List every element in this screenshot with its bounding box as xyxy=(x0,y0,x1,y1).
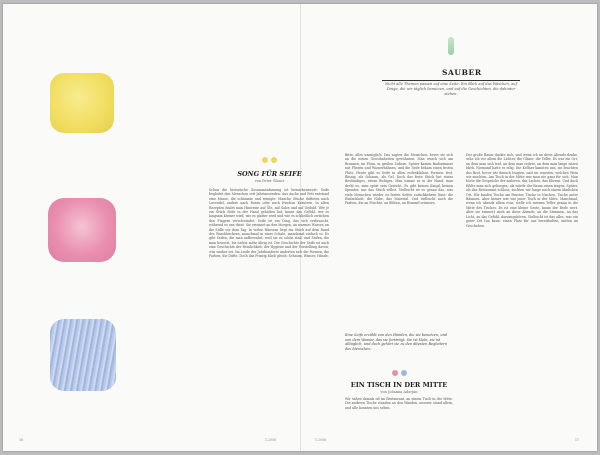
article-title: EIN TISCH IN DER MITTE xyxy=(350,381,448,389)
page-number-left: 16 xyxy=(19,438,24,442)
article-body-column: Der große Raum duckte sich, und wenn ich an diese Abende denke, sehe ich vor allem die Lichter, die Gläser, die Teller. Es war ein Ort, an dem man sich traf, an dem man redete, an dem man lange sitzen blieb. Niemand hatte es eilig. Die Kellner kannten uns, sie brachten das Brot, bevor wir danach fragten, und sie wussten, welchen Wein wir mochten. Am Tisch in der Mitte war man nie ganz für sich. Man hörte die Gespräche der anderen, das Lachen, das Klirren. Und doch fühlte man sich geborgen, als würde der Raum einen tragen. Später, als das Restaurant schloss, suchten wir lange nach einem ähnlichen Ort. Wir fanden Tische am Fenster, Tische in Nischen, Tische unter Bäumen. Aber keiner war wie jener Tisch in der Mitte. Manchmal, wenn ich abends allein esse, stelle ich meinen Teller genau in die Mitte des Tisches. Es ist eine kleine Geste, kaum der Rede wert. Aber sie erinnert mich an diese Abende, an die Stimmen, an das Licht, an das Gefühl, dazuzugehören. Vielleicht ist das alles, was ein guter Ort tun kann: einen Platz für uns bereithalten, mitten im Geschehen. xyxy=(466,153,578,228)
article-body-column: Schon die historische Zusammenfassung ist bemerkenswert: Seife begleitet den Menschen seit Jahrtausenden. Aus Asche und Fett entstand eine Masse, die schäumte und reinigte. Manche Stücke dufteten nach Lavendel, andere nach Rosen oder nach frischen Kräutern. In alten Rezepten findet man Hinweise auf Öle, auf Salze und auf Geduld. Wer je ein Stück Seife in der Hand gehalten hat, kennt das Gefühl, wie es langsam kleiner wird, wie es glatter wird und wie es schließlich zwischen den Fingern verschwindet. Seife ist ein Ding, das sich verbraucht, während es uns dient. Sie erinnert an den Morgen, an warmes Wasser, an die Stille vor dem Tag. In vielen Häusern liegt ein Stück auf dem Rand des Waschbeckens, manchmal in einer Schale, manchmal einfach so. Es gibt Seifen, die man aufbewahrt, weil sie zu schön sind, und Seifen, die man benutzt, bis nichts mehr übrig ist. Die Geschichte der Seife ist auch eine Geschichte der Reinlichkeit, der Hygiene und der Vorstellung davon, was sauber sei. Im Laufe der Jahrhunderte änderten sich die Formen, die Farben, die Düfte. Doch das Prinzip blieb gleich: Schaum, Wasser, Hände. xyxy=(209,188,329,259)
section-intro: Nicht alle Themen passen auf eine Seite. Ein Blick auf das Waschen, auf Dinge, die wir täglich benutzen, und auf die Geschichten, die dahinter stehen. xyxy=(385,82,517,96)
blue-dot-icon xyxy=(401,370,407,376)
pink-soap-illustration xyxy=(48,198,116,262)
section-heading: SAUBER xyxy=(442,68,482,77)
magazine-spread xyxy=(3,4,597,451)
pull-quote: Eine Seife erzählt von den Händen, die sie benutzen, und von dem Wasser, das sie fortträgt. Sie ist klein, sie ist alltäglich, und doch gehört sie zu den ältesten Begleitern des Menschen. xyxy=(345,333,448,351)
issue-date-right: 1.2008 xyxy=(315,438,327,442)
article-body-column: Wir saßen damals oft im Restaurant, an einem Tisch in der Mitte. Die anderen Tische standen an den Wänden, unserer stand allein, und alle konnten uns sehen. xyxy=(345,397,453,410)
article-body-column: Bitte, alles unmöglich. Das sagten die Menschen, bevor sie sich an die neuen Gewohnheiten gewöhnten. Man wusch sich am Brunnen, im Fluss, in großen Zubern. Später kamen Badezimmer mit Fliesen und Wasserhähnen, und die Seife bekam einen festen Platz. Heute gibt es Seife in allen erdenklichen Formen: fest, flüssig, als Schaum, als Gel. Doch das feste Stück hat etwas Beständiges, etwas Ruhiges. Man nimmt es in die Hand, man dreht es, man spürt sein Gewicht. Es gibt keinen Knopf, keinen Spender, nur das Stück selbst. Vielleicht ist es genau das, was viele Menschen wieder zu festen Seifen zurückkehren lässt: die Einfachheit, die Nähe, das Material. Und vielleicht auch die Farben, die an Früchte, an Blüten, an Himmel erinnern. xyxy=(345,153,453,206)
article-byline: von Johanna Adorján xyxy=(380,390,418,394)
article-byline: von Peter Glaser xyxy=(254,179,285,183)
issue-date-left: 1.2008 xyxy=(265,438,277,442)
pink-dot-icon xyxy=(392,370,398,376)
yellow-dot-icon xyxy=(271,157,277,163)
yellow-soap-illustration xyxy=(50,73,114,133)
article-title: SONG FÜR SEIFE xyxy=(237,170,302,178)
heading-rule xyxy=(382,80,520,81)
yellow-dot-icon xyxy=(262,157,268,163)
green-soap-illustration xyxy=(448,37,454,55)
page-number-right: 17 xyxy=(575,438,580,442)
blue-soap-illustration xyxy=(50,319,116,391)
